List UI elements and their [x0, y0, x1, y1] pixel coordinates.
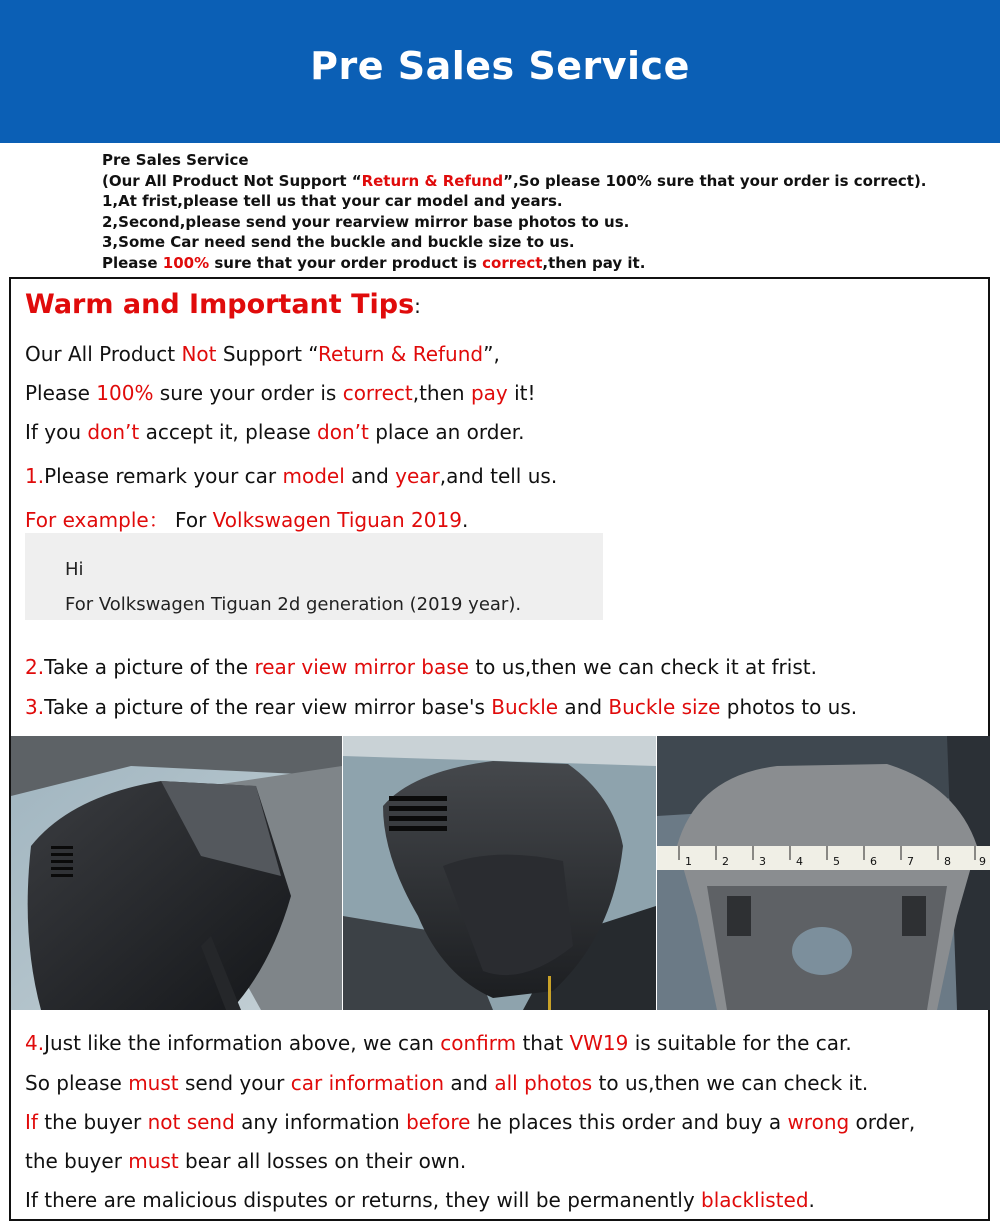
notice-line: Please 100% sure that your order product is correct,then pay it. [102, 253, 646, 272]
step-3: 3.Take a picture of the rear view mirror base's Buckle and Buckle size photos to us. [25, 695, 858, 719]
buckle-size-measurement-photo [657, 736, 990, 1010]
example-message-box [25, 533, 603, 620]
notice-line: 3,Some Car need send the buckle and buckle size to us. [102, 233, 575, 252]
example-line: For example： For Volkswagen Tiguan 2019. [25, 508, 469, 532]
notice-heading: Pre Sales Service [102, 151, 249, 169]
tip-line: the buyer must bear all losses on their own. [25, 1149, 467, 1173]
example-greeting: Hi [65, 559, 84, 580]
tape-number: 1 [685, 855, 692, 868]
important-tips-panel [9, 277, 990, 1221]
tape-number: 9 [979, 855, 986, 868]
tip-line: If you don’t accept it, please don’t place an order. [25, 420, 525, 444]
tape-number: 3 [759, 855, 766, 868]
tip-line: If there are malicious disputes or returns, they will be permanently blacklisted. [25, 1188, 815, 1212]
tape-number: 6 [870, 855, 877, 868]
tip-line: Please 100% sure your order is correct,then pay it! [25, 381, 536, 405]
tip-line: If the buyer not send any information before he places this order and buy a wrong order, [25, 1110, 916, 1134]
header-banner [0, 0, 1000, 143]
step-2: 2.Take a picture of the rear view mirror base to us,then we can check it at frist. [25, 655, 817, 679]
tape-number: 7 [907, 855, 914, 868]
banner-title: Pre Sales Service [310, 44, 690, 88]
example-message: For Volkswagen Tiguan 2d generation (2019 year). [65, 594, 522, 615]
mirror-base-front-photo [343, 736, 656, 1010]
step-4: 4.Just like the information above, we can confirm that VW19 is suitable for the car. [25, 1031, 852, 1055]
notice-line: 1,At frist,please tell us that your car model and years. [102, 192, 563, 211]
notice-line: (Our All Product Not Support “Return & Refund”,So please 100% sure that your order is correct). [102, 171, 927, 190]
step-1: 1.Please remark your car model and year,and tell us. [25, 464, 558, 488]
notice-line: 2,Second,please send your rearview mirror base photos to us. [102, 212, 630, 231]
tape-number: 2 [722, 855, 729, 868]
tape-number: 8 [944, 855, 951, 868]
tip-line: Our All Product Not Support “Return & Refund”, [25, 342, 500, 366]
tips-title: Warm and Important Tips: [25, 289, 421, 320]
tip-line: So please must send your car information and all photos to us,then we can check it. [25, 1071, 869, 1095]
mirror-base-side-photo [11, 736, 342, 1010]
tape-number: 4 [796, 855, 803, 868]
pre-sales-notice [102, 150, 982, 274]
tape-number: 5 [833, 855, 840, 868]
